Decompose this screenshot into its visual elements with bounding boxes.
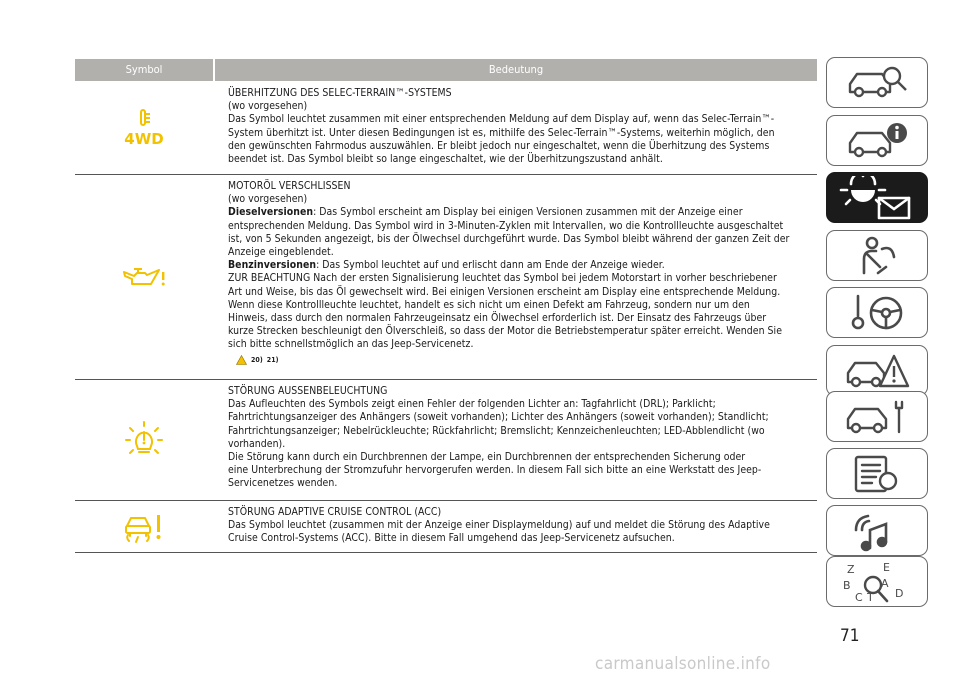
row-title: STÖRUNG ADAPTIVE CRUISE CONTROL (ACC)	[228, 506, 442, 518]
text-line: System überhitzt ist. Unter diesen Bedingungen ist es, mithilfe des Selec-Terrain™-Systems, weiterhin möglich, den	[228, 126, 775, 139]
tab-warning-lights[interactable]	[826, 172, 928, 223]
table-row	[75, 501, 817, 553]
text-line: Fahrtrichtungsanzeiger des Anhängers (soweit vorhanden); Lichter des Anhängers (soweit vorhanden); Standlicht;	[228, 411, 769, 424]
index-a-z-icon	[837, 559, 917, 605]
tab-multimedia[interactable]	[826, 505, 928, 556]
text-line: Anzeige eingeblendet.	[228, 246, 334, 259]
meaning-cell	[228, 180, 813, 367]
svg-text:T: T	[867, 590, 874, 604]
text-line: ist, von 5 Sekunden angezeigt, bis der Ölwechsel durchgeführt wurde. Das Symbol bleibt während der ganzen Zeit der	[228, 232, 790, 245]
oil-can-icon	[121, 265, 167, 289]
acc-failure-icon	[123, 510, 165, 544]
petrol-text: : Das Symbol leuchtet auf und erlischt dann am Ende der Anzeige wieder.	[316, 259, 665, 272]
car-warning-triangle-icon	[842, 350, 912, 392]
car-wrench-icon	[842, 396, 912, 438]
text-line: Cruise Control-Systems (ACC). Bitte in diesem Fall umgehend das Jeep-Servicenetz aufsuchen.	[228, 532, 675, 545]
meaning-cell	[228, 385, 813, 491]
symbol-cell	[75, 501, 213, 552]
symbol-cell	[75, 82, 213, 174]
multimedia-icon	[842, 510, 912, 552]
text-line: Art und Weise, bis das Öl gewechselt wird. Bei einigen Versionen erscheint am Display eine entsprechende Meldung.	[228, 285, 781, 298]
specifications-icon	[842, 453, 912, 495]
text-line: Das Aufleuchten des Symbols zeigt einen Fehler der folgenden Lichter an: Tagfahrlicht (DRL); Parklicht;	[228, 398, 716, 411]
text-line	[228, 206, 813, 219]
tab-car-info[interactable]	[826, 115, 928, 166]
warning-triangle-icon	[236, 355, 247, 365]
text-line: Servicenetzes wenden.	[228, 477, 338, 490]
text-line: ZUR BEACHTUNG Nach der ersten Signalisierung leuchtet das Symbol bei jedem Motorstart in vorher beschriebener	[228, 272, 777, 285]
tab-technical-data[interactable]	[826, 448, 928, 499]
table-header	[75, 59, 817, 81]
text-line: Hinweis, dass durch den normalen Fahrzeugeinsatz ein Ölwechsel erforderlich ist. Der Einsatz des Fahrzeugs über	[228, 312, 767, 325]
text-line: Wenn diese Kontrollleuchte leuchtet, handelt es sich nicht um einen Defekt am Fahrzeug, sondern nur um den	[228, 298, 750, 311]
4wd-overheat-icon	[122, 108, 166, 148]
svg-text:C: C	[855, 590, 863, 604]
text-line: Das Symbol leuchtet (zusammen mit der Anzeige einer Displaymeldung) auf und meldet die Störung des Adaptive	[228, 519, 770, 532]
header-symbol: Symbol	[75, 59, 215, 81]
svg-text:Z: Z	[847, 562, 855, 576]
car-search-icon	[842, 62, 912, 104]
text-line: (wo vorgesehen)	[228, 193, 308, 206]
svg-text:4WD: 4WD	[124, 130, 164, 148]
svg-text:B: B	[843, 578, 851, 592]
tab-maintenance[interactable]	[826, 391, 928, 442]
table-row	[75, 380, 817, 501]
meaning-cell	[228, 506, 813, 546]
symbol-cell	[75, 175, 213, 379]
text-line: vorhanden).	[228, 437, 286, 450]
page-number: 71	[840, 626, 860, 646]
meaning-cell	[228, 87, 813, 166]
table-row	[75, 175, 817, 380]
diesel-text: : Das Symbol erscheint am Display bei einigen Versionen zusammen mit der Anzeige einer	[313, 206, 743, 219]
warning-light-message-icon	[837, 176, 917, 220]
reference-21[interactable]: 21)	[266, 355, 279, 364]
watermark: carmanualsonline.info	[595, 654, 771, 674]
note-references	[236, 354, 813, 367]
tab-starting-driving[interactable]	[826, 287, 928, 338]
text-line: (wo vorgesehen)	[228, 100, 308, 113]
row-title: MOTORÖL VERSCHLISSEN	[228, 180, 351, 192]
reference-20[interactable]: 20)	[251, 355, 263, 364]
row-title: ÜBERHITZUNG DES SELEC-TERRAIN™-SYSTEMS	[228, 87, 452, 99]
tab-index[interactable]	[826, 556, 928, 607]
steering-wheel-key-icon	[842, 292, 912, 334]
text-line	[228, 259, 813, 272]
svg-text:E: E	[883, 560, 890, 574]
text-line: sich bitte schnellstmöglich an das Jeep-Servicenetz.	[228, 338, 474, 351]
svg-text:D: D	[895, 586, 904, 600]
table-row	[75, 82, 817, 175]
text-line: Fahrtrichtungsanzeiger; Nebelrückleuchte; Rückfahrlicht; Bremslicht; Kennzeichenleuchten; LED-Abblendlicht (wo	[228, 424, 765, 437]
tab-safety[interactable]	[826, 230, 928, 281]
svg-text:A: A	[881, 576, 889, 590]
exterior-light-failure-icon	[124, 420, 164, 460]
symbol-cell	[75, 380, 213, 500]
car-info-icon	[842, 120, 912, 162]
text-line: beendet ist. Das Symbol bleibt so lange eingeschaltet, wie der Überhitzungszustand anhält.	[228, 153, 663, 166]
text-line: entsprechenden Meldung. Das Symbol wird in 3-Minuten-Zyklen mit Intervallen, wo die Kontrollleuchte ausgeschaltet	[228, 219, 784, 232]
text-line: eine Unterbrechung der Stromzufuhr hervorgerufen werden. In diesem Fall sich bitte an eine Werkstatt des Jeep-	[228, 464, 762, 477]
text-line: den gewünschten Fahrmodus auszuwählen. Er bleibt jedoch nur eingeschaltet, wenn die Überhitzung des Systems	[228, 139, 770, 152]
text-line: kurze Strecken beschleunigt den Ölverschleiß, so dass der Motor die Betriebstemperatur später erreicht. Wenden Sie	[228, 325, 782, 338]
row-title: STÖRUNG AUSSENBELEUCHTUNG	[228, 385, 388, 397]
tab-emergency[interactable]	[826, 345, 928, 396]
text-line: Die Störung kann durch ein Durchbrennen der Lampe, ein Durchbrennen der entsprechenden Sicherung oder	[228, 451, 746, 464]
header-meaning: Bedeutung	[488, 63, 544, 76]
petrol-label: Benzinversionen	[228, 259, 317, 272]
diesel-label: Dieselversionen	[228, 206, 314, 219]
text-line: Das Symbol leuchtet zusammen mit einer entsprechenden Meldung auf dem Display auf, wenn das Selec-Terrain™-	[228, 113, 775, 126]
tab-car-search[interactable]	[826, 57, 928, 108]
seatbelt-airbag-icon	[842, 235, 912, 277]
